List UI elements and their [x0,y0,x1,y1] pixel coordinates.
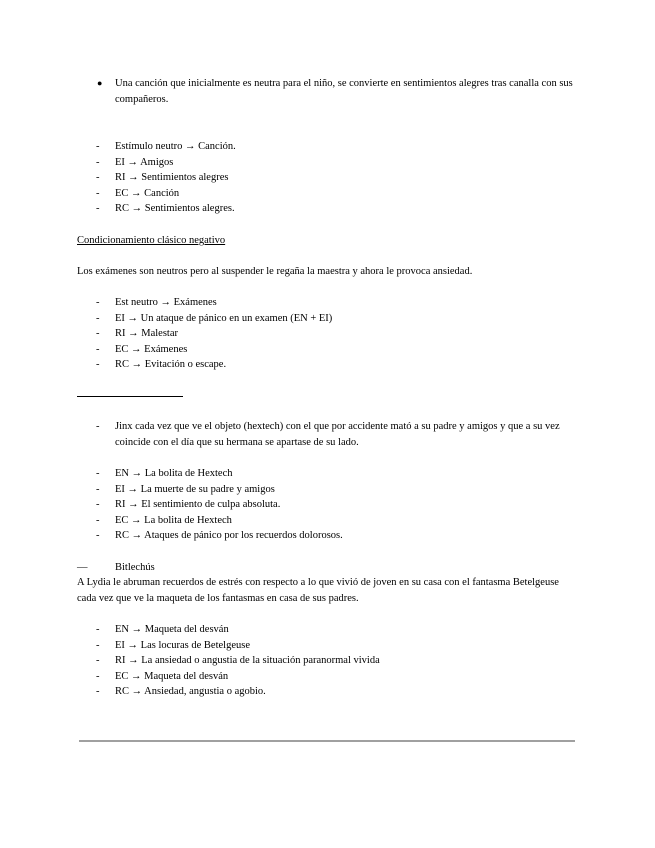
list-item: - RI → La ansiedad o angustia de la situación paranormal vivida [77,653,579,669]
dash-marker: - [96,297,100,308]
dash-marker: - [96,468,100,479]
dash-marker: - [96,156,100,168]
paragraph: A Lydia le abruman recuerdos de estrés con respecto a lo que vivió de joven en su casa con el fantasma Betelgeuse cada vez que ve la maqueta de los fantasmas en casa de sus padres. [77,577,559,604]
dash-marker: - [96,172,100,183]
list-item: - RI → Sentimientos alegres [77,170,579,186]
list-item: - RC → Sentimientos alegres. [77,201,579,217]
paragraph: Los exámenes son neutros pero al suspender le regaña la maestra y ahora le provoca ansiedad. [77,266,473,277]
list-item: - EI → Amigos [77,155,579,171]
dash-marker: - [96,530,100,541]
dash-marker: - [96,655,100,666]
bullet-icon: ● [97,78,103,88]
page-bottom-divider [79,740,575,742]
em-dash-marker: — [77,562,88,573]
dash-marker: - [96,639,100,651]
list-item: - RI → Malestar [77,326,579,342]
dash-marker: - [96,670,100,682]
section-1 [77,76,579,107]
section-2-intro [77,264,579,280]
section-3-intro [77,419,579,450]
dash-list [77,466,579,544]
section-4-title [77,560,579,576]
list-item: - EI → Las locuras de Betelgeuse [77,638,579,654]
list-item: - EN → Maqueta del desván [77,622,579,638]
dash-list [77,295,579,373]
list-item: - RC → Ataques de pánico por los recuerdos dolorosos. [77,528,579,544]
dash-marker: - [96,421,100,432]
list-item: - Est neutro → Exámenes [77,295,579,311]
dash-list [77,139,579,217]
dash-list [77,622,579,700]
paragraph: Jinx cada vez que ve el objeto (hextech) con el que por accidente mató a su padre y amigos y que a su vez coincide con el día que su hermana se apartase de su lado. [115,421,560,448]
section-2-heading [77,233,579,249]
list-item: - EN → La bolita de Hextech [77,466,579,482]
dash-marker: - [96,141,100,152]
section-2-list [77,295,579,373]
list-item: - RC → Evitación o escape. [77,357,579,373]
section-4-intro [77,575,579,606]
list-item: - EC → Canción [77,186,579,202]
list-item: - RC → Ansiedad, angustia o agobio. [77,684,579,700]
section-4-list [77,622,579,700]
list-item: - RI → El sentimiento de culpa absoluta. [77,497,579,513]
bullet-paragraph [77,76,579,107]
dash-marker: - [96,499,100,510]
dash-marker: - [96,624,100,635]
section-1-list [77,139,579,217]
dash-marker: - [96,187,100,199]
section-title: Bitlechús [115,562,155,573]
list-item: - EI → La muerte de su padre y amigos [77,482,579,498]
section-heading: Condicionamiento clásico negativo [77,235,226,246]
dash-marker: - [96,203,100,214]
dash-marker: - [96,343,100,355]
section-3-list [77,466,579,544]
dash-marker: - [96,483,100,495]
dash-marker: - [96,359,100,370]
dash-marker: - [96,514,100,526]
list-item [77,419,579,450]
list-item: - EC → Maqueta del desván [77,669,579,685]
dash-marker: - [96,328,100,339]
list-item: - EC → Exámenes [77,342,579,358]
list-item: - Estímulo neutro → Canción. [77,139,579,155]
dash-marker: - [96,312,100,324]
list-item: - EC → La bolita de Hextech [77,513,579,529]
list-item: - EI → Un ataque de pánico en un examen (EN + EI) [77,311,579,327]
short-divider [77,396,183,397]
dash-marker: - [96,686,100,697]
bullet-text: Una canción que inicialmente es neutra para el niño, se convierte en sentimientos alegres tras canalla con sus compañeros. [115,78,573,105]
